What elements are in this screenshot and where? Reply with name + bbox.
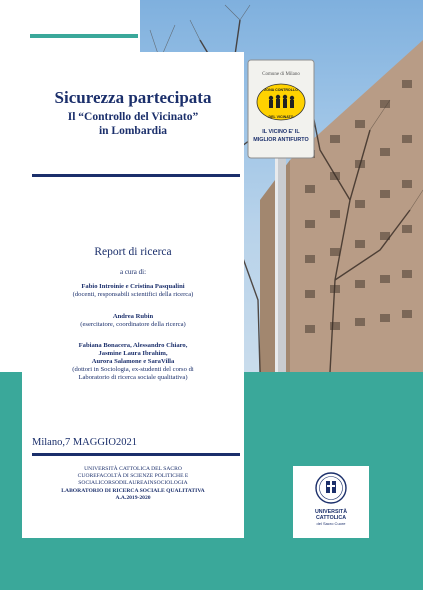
lab-name: LABORATORIO DI RICERCA SOCIALE QUALITATIVA [61,487,205,494]
title-divider [32,174,240,177]
logo-line-3: del Sacro Cuore [316,521,346,526]
credit-block-coordinator [22,313,244,329]
logo-wordmark [293,509,369,527]
svg-text:DEL VICINATO: DEL VICINATO [268,115,294,119]
subtitle-line-2: in Lombardia [98,125,168,137]
credit-names: Aurora Salamone e SaraVilla [91,358,175,365]
svg-text:Comune di Milano: Comune di Milano [262,72,300,77]
credit-names: Fabio Introinie e Cristina Pasqualini [81,283,185,290]
credit-role: (docenti, responsabili scientifici della ricerca) [72,291,194,298]
university-line: UNIVERSITÀ CATTOLICA DEL SACRO [84,466,182,472]
credit-role: (esercitatore, coordinatore della ricerca) [80,321,186,328]
university-seal-icon [293,466,369,508]
report-title: Report di ricerca [94,246,172,258]
credit-role-continued: Laboratorio di ricerca sociale qualitativa) [78,374,188,381]
logo-line-1: UNIVERSITÀ [314,509,348,515]
svg-text:MIGLIOR ANTIFURTO: MIGLIOR ANTIFURTO [253,137,309,143]
svg-text:IL VICINO E' IL: IL VICINO E' IL [262,129,300,135]
credit-names: Fabiana Bonacera, Alessandro Chiaro, [78,342,188,349]
cover-title: Sicurezza partecipata [54,88,212,107]
curated-by-label: a cura di: [119,268,147,276]
publication-date: Milano,7 MAGGIO2021 [32,437,137,448]
university-line: CUOREFACOLTÀ DI SCIENZE POLITICHE E [77,473,189,480]
university-logo [293,466,369,538]
academic-year: A.A.2019-2020 [115,494,151,501]
subtitle-line-1: Il “Controllo del Vicinato” [67,111,199,123]
date-divider [32,453,240,456]
university-info [22,466,244,502]
credit-names: Andrea Rubin [112,313,154,320]
credit-block-faculty [22,283,244,299]
credit-role: (dottori in Sociologia, ex-studenti del corso di [72,366,194,373]
cover-panel [22,52,244,538]
university-line: SOCIALICORSODILAUREAINSOCIOLOGIA [78,480,188,487]
top-accent-line [30,34,138,38]
cover-subtitle [22,110,244,138]
logo-line-2: CATTOLICA [315,515,347,521]
svg-text:ZONA CONTROLLO: ZONA CONTROLLO [264,88,298,92]
neighborhood-watch-sign [248,60,314,158]
credit-names: Jasmine Laura Ibrahim, [98,350,168,357]
credit-block-students [22,342,244,382]
